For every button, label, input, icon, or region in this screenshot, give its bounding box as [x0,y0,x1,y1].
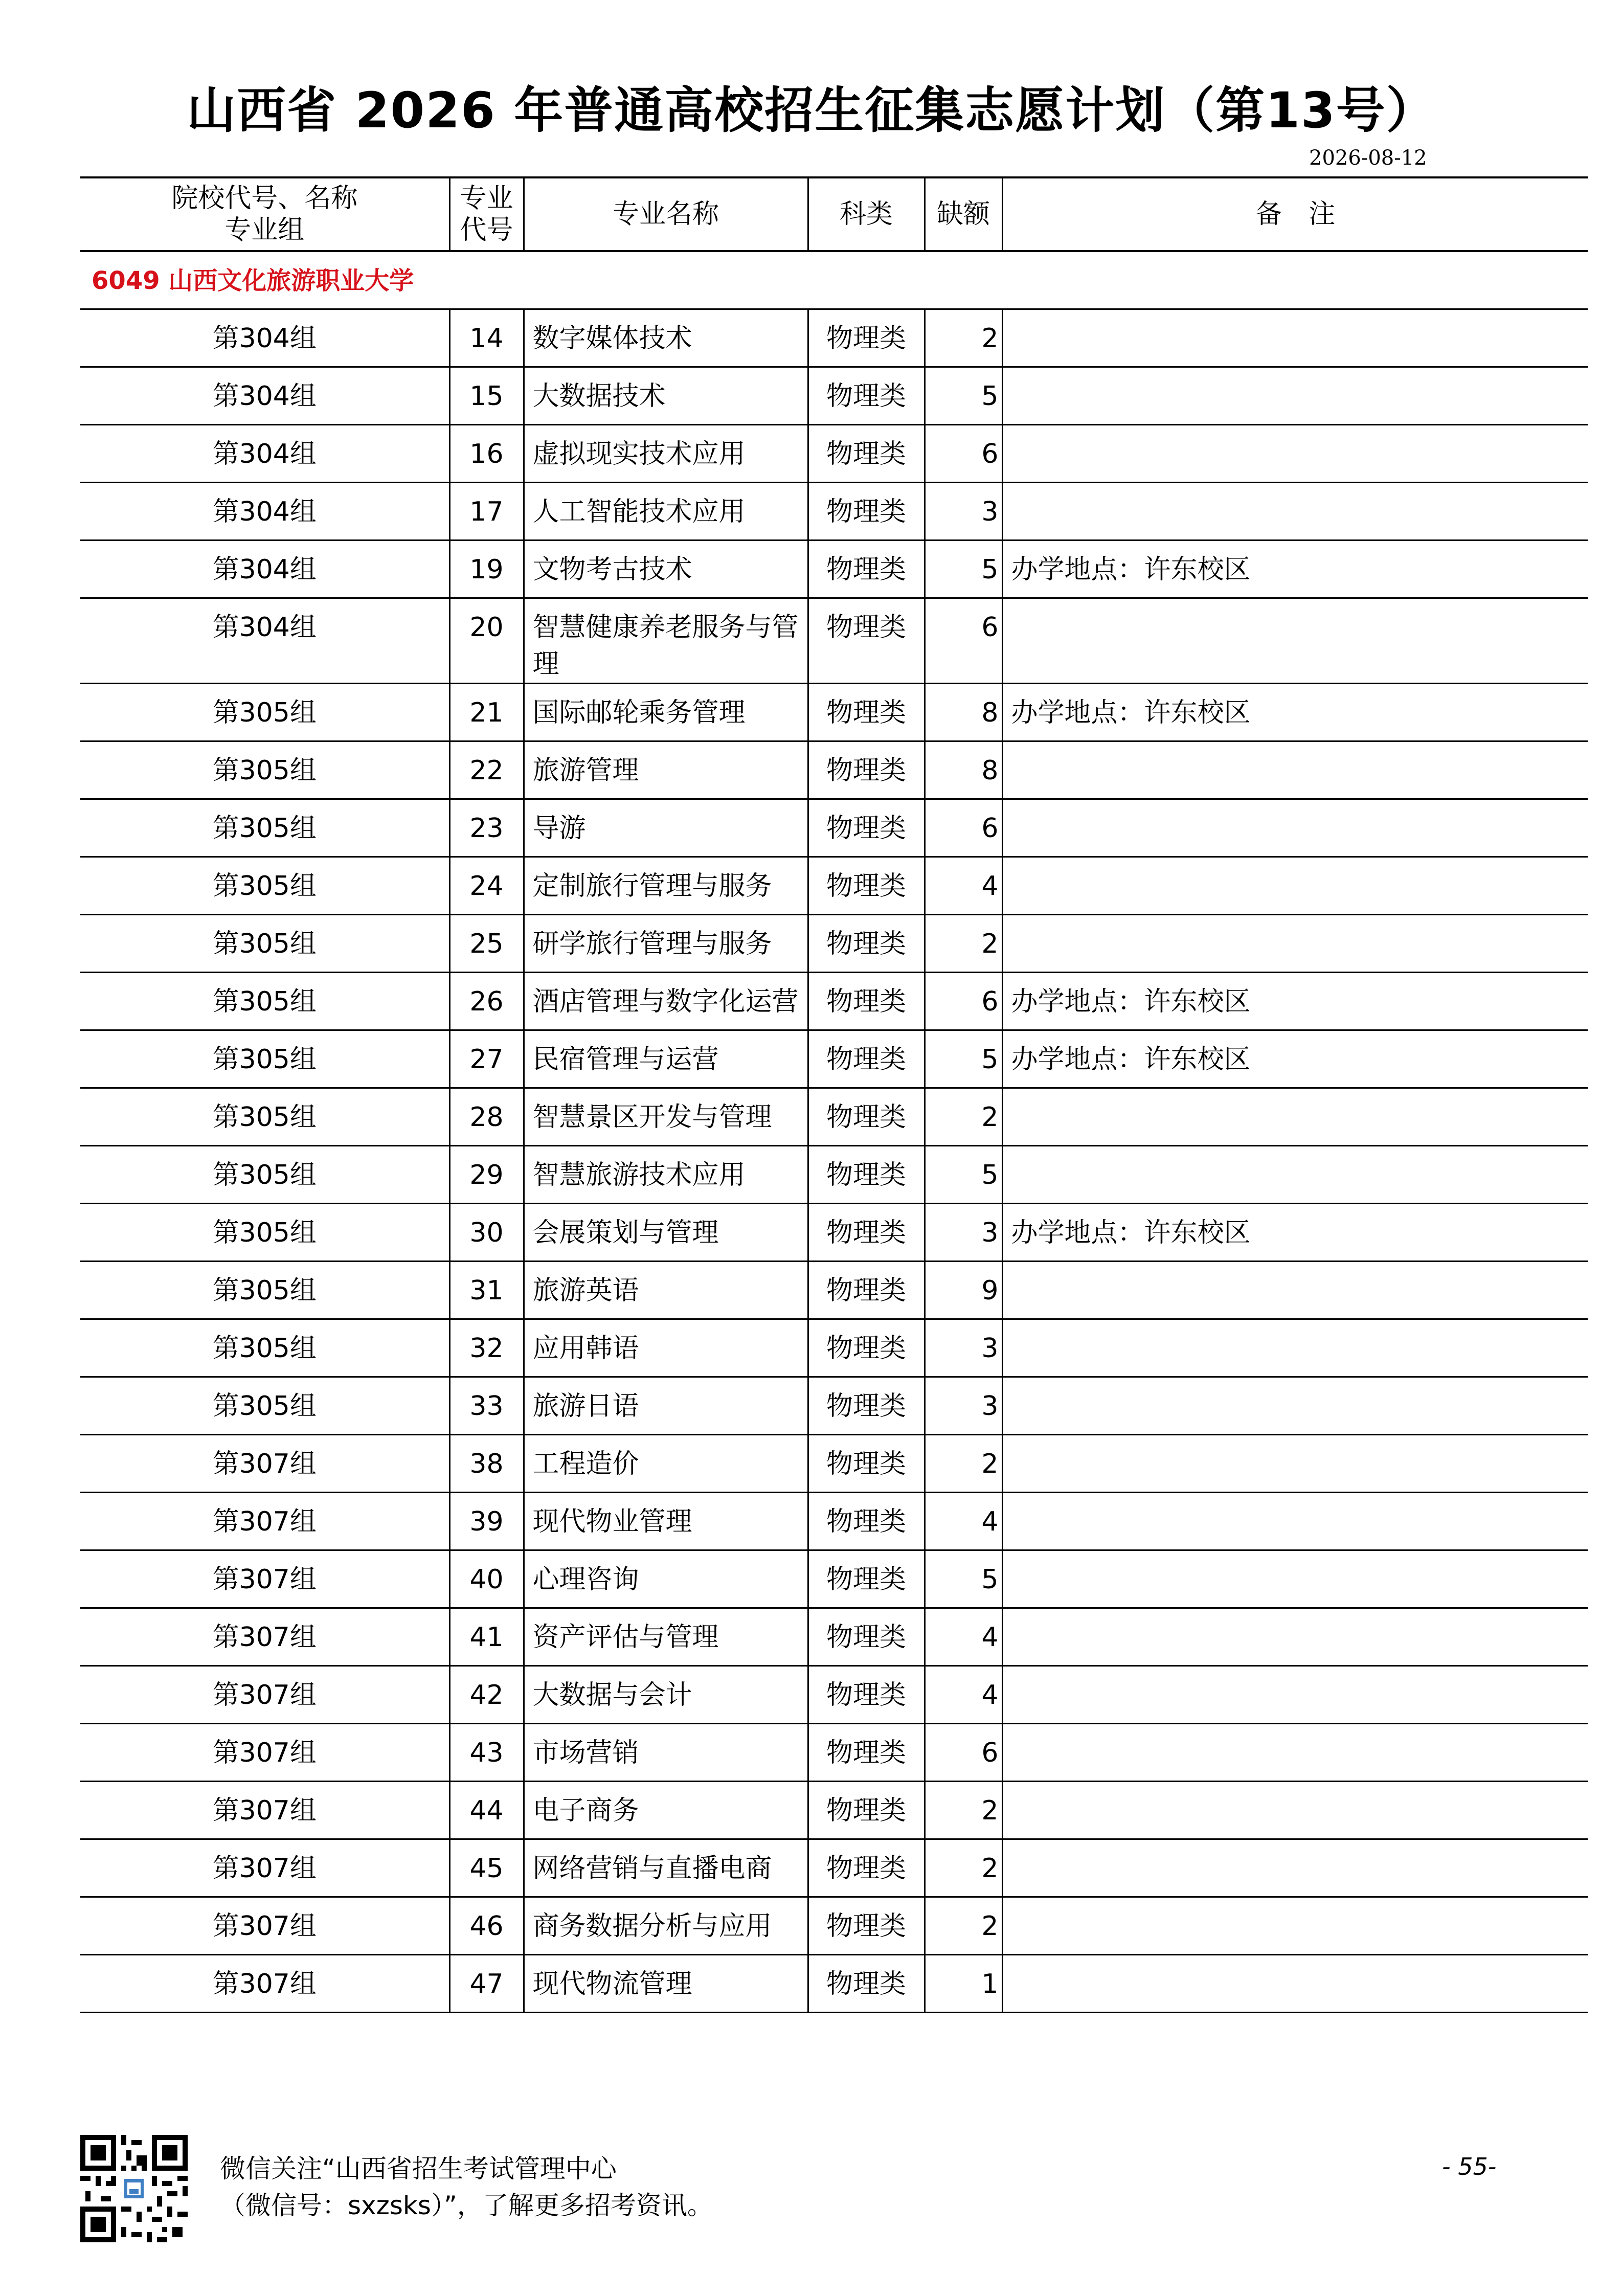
group-cell: 第304组 [80,540,449,598]
table-row [80,1954,1588,2012]
major-name-cell: 人工智能技术应用 [524,482,808,540]
category-cell: 物理类 [808,540,925,598]
major-name-cell: 大数据与会计 [524,1665,808,1723]
category-cell: 物理类 [808,1781,925,1839]
quota-cell: 1 [925,1954,1002,2012]
note-cell: 办学地点：许东校区 [1002,972,1588,1030]
major-name-cell: 导游 [524,799,808,857]
quota-cell: 2 [925,1781,1002,1839]
major-name-cell: 研学旅行管理与服务 [524,914,808,972]
major-name-cell: 市场营销 [524,1723,808,1781]
group-cell: 第305组 [80,741,449,799]
quota-cell: 2 [925,1434,1002,1492]
major-name-cell: 旅游日语 [524,1377,808,1434]
major-code-cell: 19 [449,540,524,598]
table-row [80,598,1588,683]
table-header-row [80,177,1588,251]
category-cell: 物理类 [808,1723,925,1781]
category-cell: 物理类 [808,309,925,367]
group-cell: 第305组 [80,799,449,857]
table-row [80,1781,1588,1839]
note-cell [1002,1665,1588,1723]
header-group [80,177,449,251]
quota-cell: 2 [925,1839,1002,1897]
quota-cell: 2 [925,309,1002,367]
category-cell: 物理类 [808,1897,925,1954]
quota-cell: 6 [925,799,1002,857]
table-row [80,309,1588,367]
major-code-cell: 28 [449,1088,524,1145]
quota-cell: 3 [925,482,1002,540]
category-cell: 物理类 [808,914,925,972]
footer-line-1: 微信关注“山西省招生考试管理中心 [220,2154,617,2184]
note-cell [1002,1492,1588,1550]
category-cell: 物理类 [808,1665,925,1723]
major-name-cell: 工程造价 [524,1434,808,1492]
admission-plan-table [80,176,1588,2013]
major-code-cell: 14 [449,309,524,367]
quota-cell: 3 [925,1377,1002,1434]
category-cell: 物理类 [808,972,925,1030]
table-row [80,1608,1588,1665]
note-cell [1002,1954,1588,2012]
table-row [80,741,1588,799]
header-name: 专业名称 [524,177,808,251]
note-cell: 办学地点：许东校区 [1002,1030,1588,1088]
group-cell: 第305组 [80,1261,449,1319]
table-row [80,857,1588,914]
major-name-cell: 心理咨询 [524,1550,808,1608]
note-cell [1002,799,1588,857]
quota-cell: 5 [925,1550,1002,1608]
major-name-cell: 国际邮轮乘务管理 [524,683,808,741]
footer-text [220,2150,713,2224]
category-cell: 物理类 [808,741,925,799]
group-cell: 第307组 [80,1608,449,1665]
table-row [80,1665,1588,1723]
table-row [80,1030,1588,1088]
quota-cell: 3 [925,1319,1002,1377]
group-cell: 第307组 [80,1723,449,1781]
major-code-cell: 16 [449,424,524,482]
major-code-cell: 23 [449,799,524,857]
quota-cell: 2 [925,1897,1002,1954]
note-cell [1002,482,1588,540]
category-cell: 物理类 [808,1434,925,1492]
table-row [80,799,1588,857]
quota-cell: 4 [925,1492,1002,1550]
category-cell: 物理类 [808,598,925,683]
page-title: 山西省 2026 年普通高校招生征集志愿计划（第13号） [187,82,1436,139]
group-cell: 第305组 [80,857,449,914]
group-cell: 第305组 [80,972,449,1030]
table-row [80,1839,1588,1897]
group-cell: 第305组 [80,1203,449,1261]
major-code-cell: 45 [449,1839,524,1897]
table-row [80,1319,1588,1377]
note-cell: 办学地点：许东校区 [1002,1203,1588,1261]
note-cell [1002,1319,1588,1377]
note-cell [1002,857,1588,914]
table-row [80,972,1588,1030]
table-row [80,1377,1588,1434]
category-cell: 物理类 [808,482,925,540]
major-code-cell: 21 [449,683,524,741]
category-cell: 物理类 [808,1088,925,1145]
table-row [80,914,1588,972]
group-cell: 第304组 [80,598,449,683]
quota-cell: 2 [925,1088,1002,1145]
major-code-cell: 30 [449,1203,524,1261]
table-row [80,1897,1588,1954]
category-cell: 物理类 [808,1261,925,1319]
category-cell: 物理类 [808,1145,925,1203]
group-cell: 第305组 [80,914,449,972]
table-row [80,1203,1588,1261]
quota-cell: 6 [925,424,1002,482]
category-cell: 物理类 [808,683,925,741]
major-code-cell: 41 [449,1608,524,1665]
major-name-cell: 旅游英语 [524,1261,808,1319]
note-cell [1002,1550,1588,1608]
table-row [80,1550,1588,1608]
major-code-cell: 39 [449,1492,524,1550]
note-cell [1002,1261,1588,1319]
major-name-cell: 虚拟现实技术应用 [524,424,808,482]
major-code-cell: 43 [449,1723,524,1781]
note-cell [1002,424,1588,482]
table-row [80,367,1588,424]
note-cell [1002,741,1588,799]
major-code-cell: 46 [449,1897,524,1954]
category-cell: 物理类 [808,1839,925,1897]
group-cell: 第307组 [80,1781,449,1839]
note-cell: 办学地点：许东校区 [1002,683,1588,741]
category-cell: 物理类 [808,1030,925,1088]
category-cell: 物理类 [808,1550,925,1608]
major-name-cell: 智慧景区开发与管理 [524,1088,808,1145]
table-row [80,1088,1588,1145]
note-cell [1002,1608,1588,1665]
major-name-cell: 酒店管理与数字化运营 [524,972,808,1030]
quota-cell: 5 [925,540,1002,598]
table-row [80,1723,1588,1781]
note-cell [1002,309,1588,367]
quota-cell: 6 [925,598,1002,683]
table-row [80,1492,1588,1550]
note-cell [1002,1897,1588,1954]
qr-code-icon [80,2135,188,2242]
table-row [80,540,1588,598]
group-cell: 第307组 [80,1839,449,1897]
group-cell: 第307组 [80,1492,449,1550]
major-code-cell: 44 [449,1781,524,1839]
note-cell [1002,1145,1588,1203]
group-cell: 第307组 [80,1550,449,1608]
category-cell: 物理类 [808,857,925,914]
major-name-cell: 电子商务 [524,1781,808,1839]
page-number: - 55- [1442,2153,1497,2180]
major-name-cell: 定制旅行管理与服务 [524,857,808,914]
category-cell: 物理类 [808,1608,925,1665]
category-cell: 物理类 [808,1492,925,1550]
group-cell: 第305组 [80,1030,449,1088]
note-cell [1002,1434,1588,1492]
header-quota: 缺额 [925,177,1002,251]
group-cell: 第304组 [80,367,449,424]
quota-cell: 4 [925,1608,1002,1665]
quota-cell: 4 [925,1665,1002,1723]
major-code-cell: 22 [449,741,524,799]
quota-cell: 8 [925,683,1002,741]
major-name-cell: 大数据技术 [524,367,808,424]
note-cell [1002,598,1588,683]
group-cell: 第305组 [80,1377,449,1434]
major-code-cell: 33 [449,1377,524,1434]
quota-cell: 3 [925,1203,1002,1261]
table-row [80,1145,1588,1203]
group-cell: 第307组 [80,1897,449,1954]
publish-date: 2026-08-12 [1309,146,1427,170]
header-group-label: 院校代号、名称 专业组 [171,183,358,245]
table-row [80,424,1588,482]
category-cell: 物理类 [808,424,925,482]
major-code-cell: 47 [449,1954,524,2012]
quota-cell: 4 [925,857,1002,914]
group-cell: 第307组 [80,1665,449,1723]
header-note: 备 注 [1002,177,1588,251]
major-code-cell: 38 [449,1434,524,1492]
note-cell [1002,1088,1588,1145]
header-code-label: 专业 代号 [460,183,513,245]
header-category: 科类 [808,177,925,251]
major-name-cell: 资产评估与管理 [524,1608,808,1665]
group-cell: 第305组 [80,1088,449,1145]
quota-cell: 2 [925,914,1002,972]
group-cell: 第305组 [80,683,449,741]
quota-cell: 8 [925,741,1002,799]
major-name-cell: 旅游管理 [524,741,808,799]
note-cell [1002,1839,1588,1897]
quota-cell: 5 [925,1030,1002,1088]
note-cell [1002,1781,1588,1839]
note-cell [1002,1723,1588,1781]
major-code-cell: 15 [449,367,524,424]
major-code-cell: 20 [449,598,524,683]
school-name: 6049 山西文化旅游职业大学 [80,251,1588,309]
major-name-cell: 现代物业管理 [524,1492,808,1550]
quota-cell: 5 [925,1145,1002,1203]
major-code-cell: 40 [449,1550,524,1608]
group-cell: 第304组 [80,309,449,367]
group-cell: 第305组 [80,1145,449,1203]
major-name-cell: 数字媒体技术 [524,309,808,367]
major-name-cell: 应用韩语 [524,1319,808,1377]
major-name-cell: 民宿管理与运营 [524,1030,808,1088]
category-cell: 物理类 [808,799,925,857]
group-cell: 第304组 [80,482,449,540]
major-code-cell: 27 [449,1030,524,1088]
major-code-cell: 26 [449,972,524,1030]
major-code-cell: 25 [449,914,524,972]
school-row [80,251,1588,309]
note-cell [1002,914,1588,972]
category-cell: 物理类 [808,1954,925,2012]
major-code-cell: 31 [449,1261,524,1319]
header-code [449,177,524,251]
table-row [80,482,1588,540]
major-name-cell: 会展策划与管理 [524,1203,808,1261]
quota-cell: 9 [925,1261,1002,1319]
major-code-cell: 24 [449,857,524,914]
footer-line-2: （微信号：sxzsks）”，了解更多招考资讯。 [220,2191,713,2220]
category-cell: 物理类 [808,1377,925,1434]
major-name-cell: 文物考古技术 [524,540,808,598]
table-row [80,1261,1588,1319]
major-code-cell: 42 [449,1665,524,1723]
note-cell: 办学地点：许东校区 [1002,540,1588,598]
table-row [80,683,1588,741]
group-cell: 第304组 [80,424,449,482]
major-name-cell: 网络营销与直播电商 [524,1839,808,1897]
quota-cell: 6 [925,1723,1002,1781]
major-code-cell: 17 [449,482,524,540]
group-cell: 第307组 [80,1434,449,1492]
major-code-cell: 32 [449,1319,524,1377]
group-cell: 第305组 [80,1319,449,1377]
major-name-cell: 商务数据分析与应用 [524,1897,808,1954]
category-cell: 物理类 [808,1203,925,1261]
quota-cell: 6 [925,972,1002,1030]
category-cell: 物理类 [808,367,925,424]
major-name-cell: 现代物流管理 [524,1954,808,2012]
table-row [80,1434,1588,1492]
quota-cell: 5 [925,367,1002,424]
major-name-cell: 智慧旅游技术应用 [524,1145,808,1203]
category-cell: 物理类 [808,1319,925,1377]
major-name-cell: 智慧健康养老服务与管理 [524,598,808,683]
major-code-cell: 29 [449,1145,524,1203]
note-cell [1002,1377,1588,1434]
note-cell [1002,367,1588,424]
group-cell: 第307组 [80,1954,449,2012]
